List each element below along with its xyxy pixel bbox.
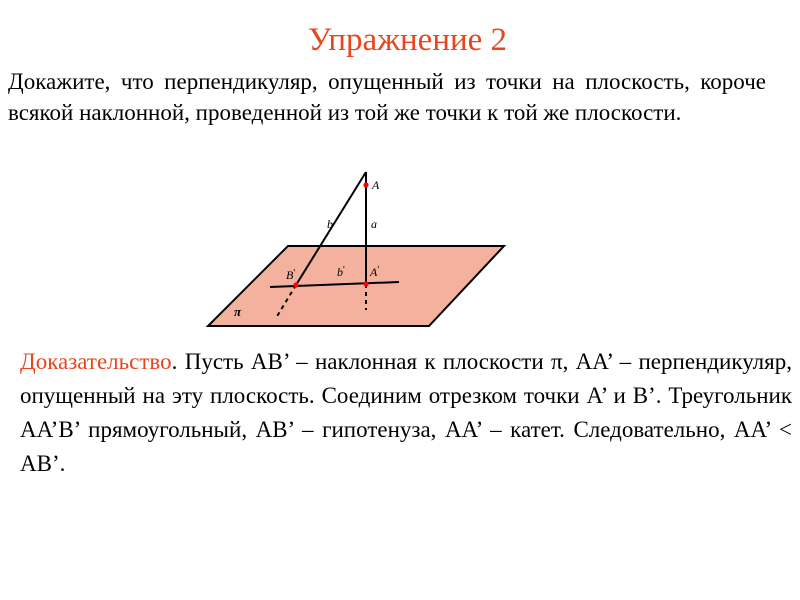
slide-title: Упражнение 2 (307, 22, 508, 58)
label-A: A (372, 178, 380, 192)
label-b: b (327, 217, 333, 231)
label-B-prime: B' (286, 268, 296, 282)
label-a: a (371, 217, 377, 231)
proof-keyword: Доказательство (20, 349, 172, 374)
label-pi: π (234, 304, 242, 319)
proof-paragraph (20, 345, 792, 481)
point-B-prime (293, 282, 298, 287)
point-A-prime (363, 281, 368, 286)
label-A-prime: A' (370, 265, 380, 279)
plane-pi (208, 246, 504, 326)
problem-statement: Докажите, что перпендикуляр, опущенный из точки на плоскость, короче всякой наклонной, проведенной из той же точки к той же плоскости. (8, 69, 766, 125)
proof-body: . Пусть AB’ – наклонная к плоскости π, AA’ – перпендикуляр, опущенный на эту плоскость. Соединим отрезком точки A’ и B’. Треугольник AA’B’ прямоугольный, AB’ – гипотенуза, AA’ – катет. Следовательно, AA’ < AB’. (20, 349, 792, 476)
label-b-prime: b' (337, 265, 345, 279)
point-A (363, 182, 368, 187)
